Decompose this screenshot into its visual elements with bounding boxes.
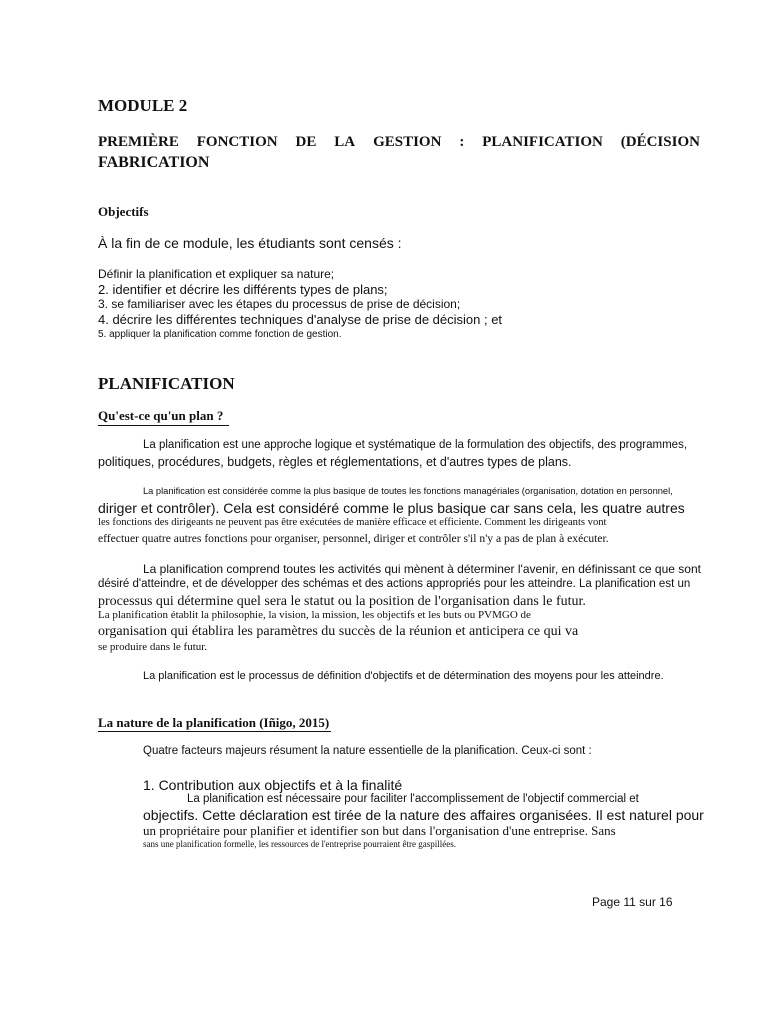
subtitle-word: LA [334, 134, 356, 150]
objectifs-item: 5. appliquer la planification comme fonction de gestion. [98, 329, 342, 340]
paragraph-line: La planification est une approche logique et systématique de la formulation des objectifs, des programmes, [143, 439, 688, 451]
objectifs-item: 4. décrire les différentes techniques d'analyse de prise de décision ; et [98, 312, 503, 327]
paragraph-line: politiques, procédures, budgets, règles et réglementations, et d'autres types de plans. [98, 455, 572, 469]
objectifs-item: Définir la planification et expliquer sa nature; [98, 267, 335, 281]
paragraph-line: effectuer quatre autres fonctions pour organiser, personnel, diriger et contrôler s'il n'y a pas de plan à exécuter. [98, 532, 609, 545]
sub-heading: Qu'est-ce qu'un plan ? [98, 408, 229, 426]
subtitle-word: GESTION [373, 134, 442, 150]
subtitle-word: (DÉCISION [620, 134, 700, 150]
subtitle-word: DE [295, 134, 317, 150]
objectifs-item: 2. identifier et décrire les différents types de plans; [98, 282, 388, 297]
paragraph-line: La planification comprend toutes les activités qui mènent à déterminer l'avenir, en définissant ce que sont [143, 562, 701, 576]
paragraph-line: sans une planification formelle, les ressources de l'entreprise pourraient être gaspillées. [143, 839, 457, 849]
paragraph-line: diriger et contrôler). Cela est considéré comme le plus basique car sans cela, les quatre autres [98, 500, 685, 516]
subtitle-word: : [459, 134, 465, 150]
section-heading: PLANIFICATION [98, 374, 235, 393]
subtitle-word: FONCTION [196, 134, 278, 150]
subtitle-word: PLANIFICATION [482, 134, 603, 150]
paragraph-line: un propriétaire pour planifier et identifier son but dans l'organisation d'une entreprise. Sans [143, 823, 616, 838]
paragraph-line: La planification établit la philosophie, la vision, la mission, les objectifs et les buts ou PVMGO de [98, 609, 531, 621]
paragraph-line: processus qui détermine quel sera le statut ou la position de l'organisation dans le futur. [98, 594, 586, 609]
page-number: Page 11 sur 16 [592, 895, 673, 909]
module-subtitle-line1 [98, 134, 700, 151]
paragraph-line: se produire dans le futur. [98, 641, 208, 653]
paragraph-line: désiré d'atteindre, et de développer des schémas et des actions appropriés pour les atteindre. La planification est un [98, 578, 691, 590]
paragraph-line: organisation qui établira les paramètres du succès de la réunion et anticipera ce qui va [98, 624, 579, 639]
paragraph-line: objectifs. Cette déclaration est tirée de la nature des affaires organisées. Il est naturel pour [143, 807, 704, 823]
paragraph-line: La planification est considérée comme la plus basique de toutes les fonctions managériales (organisation, dotation en personnel, [143, 486, 673, 496]
paragraph-line: les fonctions des dirigeants ne peuvent pas être exécutées de manière efficace et efficiente. Comment les dirigeants vont [98, 517, 607, 528]
module-subtitle-line2: FABRICATION [98, 154, 210, 171]
paragraph-line: La planification est le processus de définition d'objectifs et de détermination des moyens pour les atteindre. [143, 670, 664, 682]
nature-heading: La nature de la planification (Iñigo, 2015) [98, 715, 330, 730]
objectifs-heading: Objectifs [98, 204, 149, 219]
list-item-title: 1. Contribution aux objectifs et à la finalité [143, 777, 403, 793]
subtitle-word: PREMIÈRE [98, 134, 179, 150]
paragraph-line: Quatre facteurs majeurs résument la nature essentielle de la planification. Ceux-ci sont : [143, 745, 592, 757]
paragraph-line: La planification est nécessaire pour faciliter l'accomplissement de l'objectif commercial et [187, 793, 639, 805]
module-title: MODULE 2 [98, 96, 188, 115]
objectifs-intro: À la fin de ce module, les étudiants sont censés : [98, 235, 402, 251]
sub-heading [98, 715, 331, 731]
objectifs-item: 3. se familiariser avec les étapes du processus de prise de décision; [98, 297, 461, 311]
